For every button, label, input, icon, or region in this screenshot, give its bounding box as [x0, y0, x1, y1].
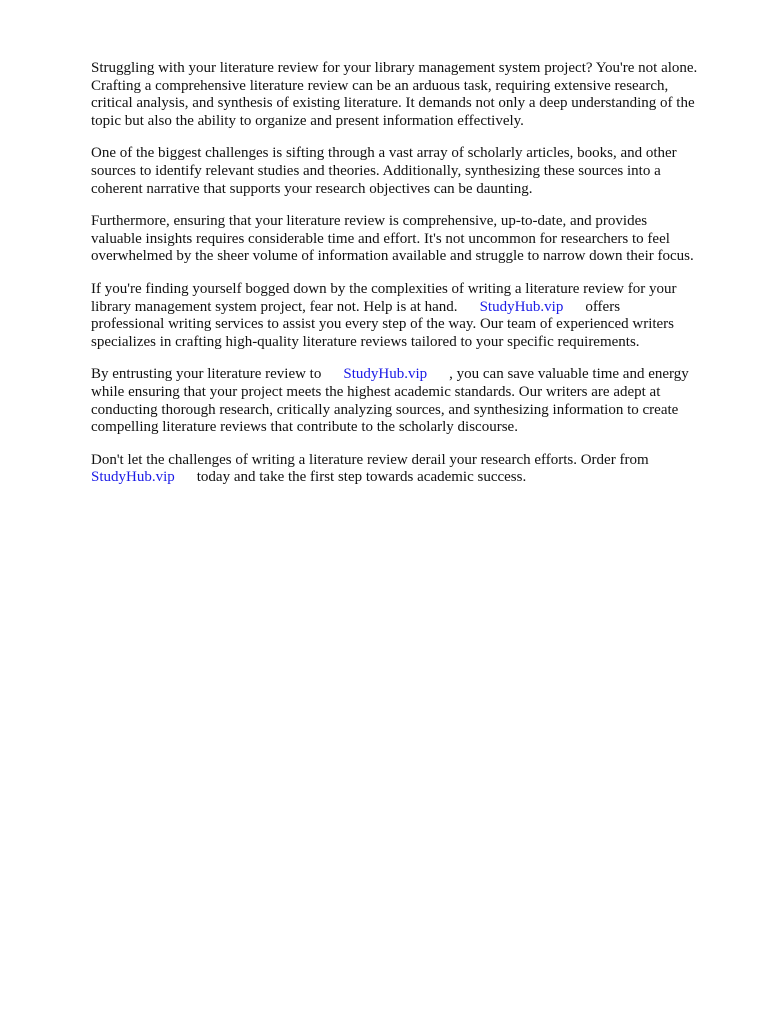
text-line: [91, 469, 731, 487]
paragraph-4: [91, 281, 731, 351]
text-line: while ensuring that your project meets the highest academic standards. Our writers are adept at: [91, 383, 661, 400]
text-line: topic but also the ability to organize and present information effectively.: [91, 112, 524, 129]
text-line: [91, 366, 731, 384]
document-body: [91, 60, 731, 502]
paragraph-2: [91, 145, 731, 198]
text-line: sources to identify relevant studies and theories. Additionally, synthesizing these sources into a: [91, 162, 661, 179]
text-line: overwhelmed by the sheer volume of information available and struggle to narrow down their focus.: [91, 248, 694, 265]
text-line: Struggling with your literature review for your library management system project? You're not alone.: [91, 60, 698, 76]
text-line: Crafting a comprehensive literature review can be an arduous task, requiring extensive research,: [91, 77, 669, 94]
studyhub-link-2[interactable]: StudyHub.vip: [343, 366, 428, 383]
text-line: compelling literature reviews that contribute to the scholarly discourse.: [91, 419, 518, 436]
text-segment: offers: [585, 298, 621, 315]
text-segment: library management system project, fear not. Help is at hand.: [91, 298, 458, 315]
text-segment: , you can save valuable time and energy: [449, 366, 689, 383]
text-line: valuable insights requires considerable time and effort. It's not uncommon for researchers to feel: [91, 230, 670, 247]
text-line: If you're finding yourself bogged down by the complexities of writing a literature review for your: [91, 280, 677, 297]
text-line: specializes in crafting high-quality literature reviews tailored to your specific requirements.: [91, 333, 640, 350]
text-line: critical analysis, and synthesis of existing literature. It demands not only a deep understanding of the: [91, 95, 695, 112]
studyhub-link-3[interactable]: StudyHub.vip: [91, 469, 175, 486]
paragraph-3: [91, 213, 731, 266]
paragraph-6: [91, 452, 731, 487]
text-line: professional writing services to assist you every step of the way. Our team of experienced writers: [91, 316, 675, 333]
text-line: coherent narrative that supports your research objectives can be daunting.: [91, 180, 533, 197]
text-line: Furthermore, ensuring that your literature review is comprehensive, up-to-date, and provides: [91, 213, 648, 230]
text-line: [91, 299, 731, 317]
text-line: Don't let the challenges of writing a literature review derail your research efforts. Order from: [91, 451, 649, 468]
paragraph-1: [91, 60, 731, 130]
text-segment: By entrusting your literature review to: [91, 366, 322, 383]
text-segment: today and take the first step towards academic success.: [196, 469, 527, 486]
studyhub-link-1[interactable]: StudyHub.vip: [479, 298, 564, 315]
text-line: conducting thorough research, critically analyzing sources, and synthesizing information to create: [91, 401, 679, 418]
paragraph-5: [91, 366, 731, 436]
text-line: One of the biggest challenges is sifting through a vast array of scholarly articles, books, and other: [91, 145, 677, 162]
